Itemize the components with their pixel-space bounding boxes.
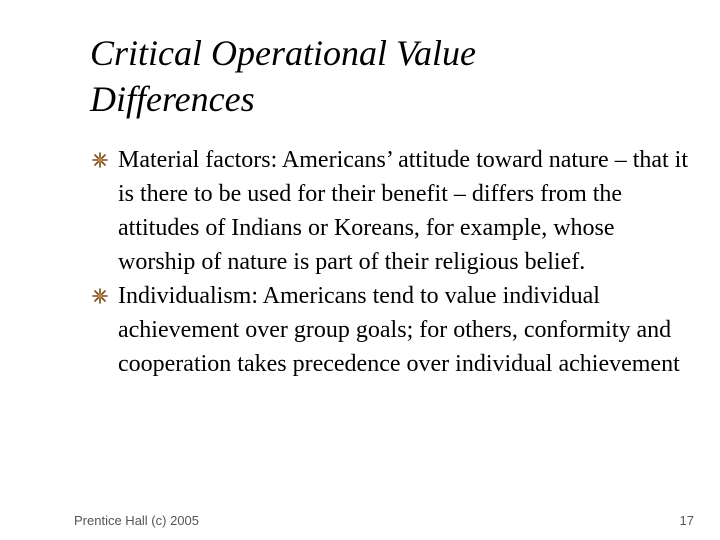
bullet-list (92, 143, 692, 381)
bullet-text: Individualism: Americans tend to value individual achievement over group goals; for others, conformity and cooperation takes precedence over individual achievement (118, 283, 680, 377)
page-number: 17 (679, 513, 694, 528)
slide-title-line2: Differences (90, 79, 255, 119)
bullet-item-material-factors (92, 143, 692, 279)
slide-title-line1: Critical Operational Value (90, 33, 476, 73)
starburst-icon (92, 288, 108, 304)
bullet-text: Material factors: Americans’ attitude toward nature – that it is there to be used for their benefit – differs from the attitudes of Indians or Koreans, for example, whose worship of nature is part of their religious belief. (118, 147, 689, 275)
bullet-item-individualism (92, 279, 692, 381)
slide-title (90, 30, 670, 122)
footer-source: Prentice Hall (c) 2005 (74, 513, 199, 528)
starburst-icon (92, 152, 108, 168)
